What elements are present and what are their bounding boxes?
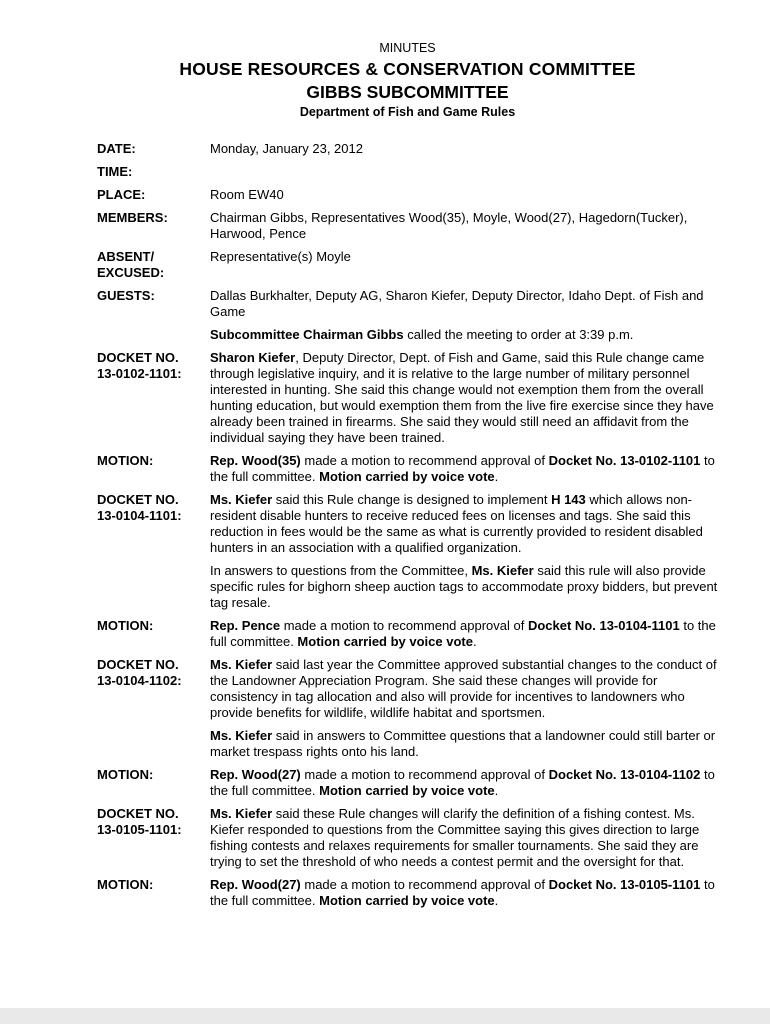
document-header: [97, 40, 718, 121]
bold-text-segment: Motion carried by voice vote: [319, 783, 495, 798]
bold-text-segment: Rep. Pence: [210, 618, 281, 633]
paragraph: [210, 877, 718, 909]
row-label: [97, 327, 210, 343]
row-content: [210, 187, 718, 203]
text-segment: made a motion to recommend approval of: [300, 453, 549, 468]
paragraph: [210, 187, 718, 203]
committee-title: HOUSE RESOURCES & CONSERVATION COMMITTEE: [179, 59, 636, 79]
row-label: [97, 141, 210, 157]
minutes-row: [97, 187, 718, 203]
paragraph: [210, 288, 718, 320]
paragraph: [210, 141, 718, 157]
minutes-body: [97, 141, 718, 909]
text-segment: In answers to questions from the Committee,: [210, 563, 472, 578]
bold-text-segment: Rep. Wood(27): [210, 767, 301, 782]
text-segment: made a motion to recommend approval of: [300, 877, 549, 892]
text-segment: to the full committee.: [210, 618, 716, 649]
bold-text-segment: Ms. Kiefer: [210, 657, 273, 672]
bold-text-segment: Motion carried by voice vote: [319, 893, 495, 908]
paragraph: [210, 728, 718, 760]
paragraph: [210, 806, 718, 870]
row-content: [210, 492, 718, 611]
subcommittee-title: GIBBS SUBCOMMITTEE: [306, 82, 509, 102]
row-label-line: MOTION:: [97, 877, 154, 892]
paragraph: [210, 453, 718, 485]
text-segment: .: [472, 634, 477, 649]
row-label-line: 13-0105-1101:: [97, 822, 182, 837]
row-label-line: 13-0102-1101:: [97, 366, 182, 381]
bold-text-segment: Docket No. 13-0102-1101: [548, 453, 701, 468]
row-label-line: 13-0104-1102:: [97, 673, 182, 688]
row-label: [97, 877, 210, 909]
bold-text-segment: Docket No. 13-0105-1101: [548, 877, 701, 892]
paragraph: [210, 210, 718, 242]
row-label-line: MOTION:: [97, 453, 154, 468]
row-content: [210, 210, 718, 242]
minutes-row: [97, 288, 718, 320]
row-label-line: PLACE:: [97, 187, 146, 202]
text-segment: Monday, January 23, 2012: [210, 141, 363, 156]
paragraph: [210, 657, 718, 721]
minutes-row: [97, 618, 718, 650]
minutes-heading: MINUTES: [379, 41, 436, 55]
minutes-row: [97, 164, 718, 180]
row-content: [210, 618, 718, 650]
row-label: [97, 350, 210, 446]
row-label-line: DOCKET NO.: [97, 350, 179, 365]
row-content: [210, 249, 718, 281]
text-segment: said this rule will also provide specific rules for bighorn sheep auction tags to accommodate proxy bidders, but prevent tag resale.: [210, 563, 718, 610]
text-segment: said in answers to Committee questions that a landowner could still barter or market trespass rights onto his land.: [210, 728, 716, 759]
minutes-row: [97, 806, 718, 870]
paragraph: [210, 492, 718, 556]
row-label-line: EXCUSED:: [97, 265, 165, 280]
row-label-line: MOTION:: [97, 767, 154, 782]
row-label: [97, 453, 210, 485]
text-segment: , Deputy Director, Dept. of Fish and Game, said this Rule change came through legislative inquiry, and it is relative to the large number of military personnel interested in hunting. She said this change would not exemption them from the overall hunting education, but would exemption them from the live fire exercise since they have already been trained in firearms. She said they would still need an affidavit from the individual saying they have been trained.: [210, 350, 714, 445]
row-content: [210, 877, 718, 909]
row-content: [210, 806, 718, 870]
bold-text-segment: Subcommittee Chairman Gibbs: [210, 327, 404, 342]
row-label-line: MEMBERS:: [97, 210, 168, 225]
minutes-row: [97, 210, 718, 242]
row-label-line: GUESTS:: [97, 288, 155, 303]
text-segment: Representative(s) Moyle: [210, 249, 351, 264]
text-segment: Dallas Burkhalter, Deputy AG, Sharon Kiefer, Deputy Director, Idaho Dept. of Fish and Game: [210, 288, 704, 319]
text-segment: made a motion to recommend approval of: [300, 767, 549, 782]
minutes-row: [97, 350, 718, 446]
minutes-row: [97, 453, 718, 485]
paragraph: [210, 249, 718, 265]
row-label-line: DOCKET NO.: [97, 492, 179, 507]
row-label: [97, 806, 210, 870]
row-label: [97, 492, 210, 611]
paragraph: [210, 618, 718, 650]
bold-text-segment: Sharon Kiefer: [210, 350, 296, 365]
text-segment: called the meeting to order at 3:39 p.m.: [403, 327, 634, 342]
minutes-row: [97, 877, 718, 909]
row-content: [210, 350, 718, 446]
bold-text-segment: Ms. Kiefer: [471, 563, 534, 578]
row-content: [210, 657, 718, 760]
row-content: [210, 327, 718, 343]
text-segment: to the full committee.: [210, 453, 715, 484]
paragraph: [210, 563, 718, 611]
row-content: [210, 453, 718, 485]
bold-text-segment: Motion carried by voice vote: [319, 469, 495, 484]
text-segment: made a motion to recommend approval of: [280, 618, 528, 633]
row-label-line: 13-0104-1101:: [97, 508, 182, 523]
text-segment: to the full committee.: [210, 877, 715, 908]
paragraph: [210, 327, 718, 343]
text-segment: Room EW40: [210, 187, 284, 202]
row-label: [97, 164, 210, 180]
text-segment: .: [494, 783, 499, 798]
paragraph: [210, 767, 718, 799]
row-label: [97, 657, 210, 760]
row-label-line: ABSENT/: [97, 249, 155, 264]
row-label: [97, 288, 210, 320]
bold-text-segment: Docket No. 13-0104-1102: [548, 767, 701, 782]
row-label-line: DOCKET NO.: [97, 657, 179, 672]
row-content: [210, 767, 718, 799]
bold-text-segment: Ms. Kiefer: [210, 806, 273, 821]
text-segment: Chairman Gibbs, Representatives Wood(35), Moyle, Wood(27), Hagedorn(Tucker), Harwood, Pence: [210, 210, 688, 241]
bold-text-segment: Ms. Kiefer: [210, 492, 273, 507]
text-segment: .: [494, 893, 499, 908]
bold-text-segment: Docket No. 13-0104-1101: [527, 618, 680, 633]
paragraph: [210, 350, 718, 446]
text-segment: said this Rule change is designed to implement: [272, 492, 552, 507]
minutes-row: [97, 767, 718, 799]
minutes-row: [97, 492, 718, 611]
row-label: [97, 767, 210, 799]
bold-text-segment: H 143: [551, 492, 586, 507]
text-segment: to the full committee.: [210, 767, 715, 798]
row-label: [97, 249, 210, 281]
minutes-row: [97, 141, 718, 157]
text-segment: said last year the Committee approved substantial changes to the conduct of the Landowner Appreciation Program. She said these changes will provide for consistency in tag allocation and also will provide for incentives to landowners who provide benefits for wildlife, wildlife habitat and sportsmen.: [210, 657, 717, 720]
text-segment: said these Rule changes will clarify the definition of a fishing contest. Ms. Kiefer responded to questions from the Committee saying this gives direction to large fishing contests and relaxes requirements for smaller tournaments. She said they are trying to set the threshold of who needs a contest permit and the oversight for that.: [210, 806, 700, 869]
bold-text-segment: Motion carried by voice vote: [297, 634, 473, 649]
row-label-line: TIME:: [97, 164, 133, 179]
row-content: [210, 288, 718, 320]
text-segment: which allows non-resident disable hunters to receive reduced fees on licenses and tags. She said this reduction in fees would be the same as what is currently provided to resident disabled hunters in an association with a qualified organization.: [210, 492, 703, 555]
minutes-row: [97, 657, 718, 760]
bold-text-segment: Rep. Wood(35): [210, 453, 301, 468]
minutes-row: [97, 249, 718, 281]
bold-text-segment: Ms. Kiefer: [210, 728, 273, 743]
row-label-line: MOTION:: [97, 618, 154, 633]
row-label-line: DOCKET NO.: [97, 806, 179, 821]
row-label-line: DATE:: [97, 141, 136, 156]
row-content: [210, 164, 718, 180]
row-label: [97, 210, 210, 242]
row-label: [97, 187, 210, 203]
minutes-row: [97, 327, 718, 343]
row-label: [97, 618, 210, 650]
document-subject: Department of Fish and Game Rules: [299, 105, 516, 119]
bold-text-segment: Rep. Wood(27): [210, 877, 301, 892]
row-content: [210, 141, 718, 157]
text-segment: .: [494, 469, 499, 484]
